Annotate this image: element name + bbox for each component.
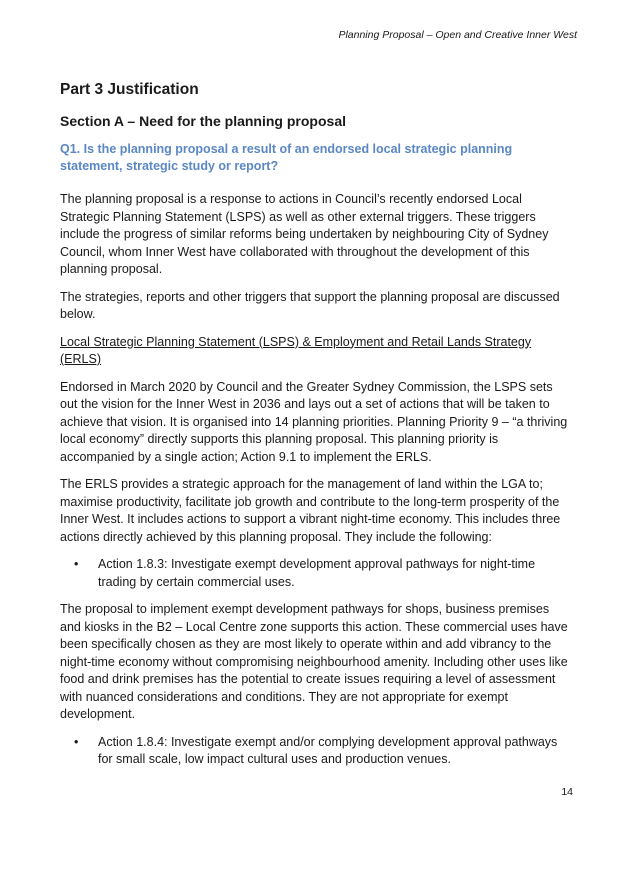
paragraph-lsps: Endorsed in March 2020 by Council and the Greater Sydney Commission, the LSPS sets out the vision for the Inner West in 2036 and lays out a set of actions that will be taken to achieve that vision. It is organised into 14 planning priorities. Planning Priority 9 – “a thriving local economy” directly supports this planning proposal. This planning priority is accompanied by a single action; Action 9.1 to implement the ERLS.	[60, 379, 568, 464]
action-list-2	[60, 734, 570, 769]
list-item-text: Action 1.8.3: Investigate exempt development approval pathways for night-time trading by certain commercial uses.	[98, 557, 536, 589]
question-heading: Q1. Is the planning proposal a result of an endorsed local strategic planning statement, strategic study or report?	[60, 142, 513, 173]
paragraph-exempt-pathways: The proposal to implement exempt development pathways for shops, business premises and kiosks in the B2 – Local Centre zone supports this action. These commercial uses have been specifically chosen as they are most likely to operate within and add vibrancy to the night-time economy without compromising neighbourhood amenity. Including other uses like food and drink premises has the potential to create issues requiring a level of assessment with nuanced considerations and conditions. They are not appropriate for exempt development.	[60, 602, 568, 721]
bullet-icon: •	[74, 734, 79, 749]
part-title: Part 3 Justification	[60, 81, 199, 98]
list-item-text: Action 1.8.4: Investigate exempt and/or complying development approval pathways for small scale, low impact cultural uses and production venues.	[98, 734, 558, 766]
action-list-1	[60, 556, 570, 591]
bullet-icon: •	[74, 557, 79, 571]
page-number: 14	[561, 786, 573, 798]
paragraph-intro: The planning proposal is a response to actions in Council’s recently endorsed Local Strategic Planning Statement (LSPS) as well as other external triggers. These triggers include the progress of similar reforms being undertaken by neighbouring City of Sydney Council, whom Inner West have collaborated with throughout the development of this planning proposal.	[60, 192, 549, 276]
document-body	[60, 80, 570, 779]
paragraph-erls: The ERLS provides a strategic approach for the management of land within the LGA to; maximise productivity, facilitate job growth and contribute to the long-term prosperity of the Inner West. It includes actions to support a vibrant night-time economy. This includes three actions directly achieved by this planning proposal. They include the following:	[60, 477, 561, 544]
subheading-lsps-erls: Local Strategic Planning Statement (LSPS) & Employment and Retail Lands Strategy (ERLS)	[60, 334, 532, 366]
paragraph-strategies: The strategies, reports and other triggers that support the planning proposal are discussed below.	[60, 289, 560, 321]
list-item	[60, 734, 570, 769]
section-title: Section A – Need for the planning proposal	[60, 113, 346, 129]
list-item	[60, 556, 570, 591]
running-header: Planning Proposal – Open and Creative Inner West	[338, 29, 577, 41]
